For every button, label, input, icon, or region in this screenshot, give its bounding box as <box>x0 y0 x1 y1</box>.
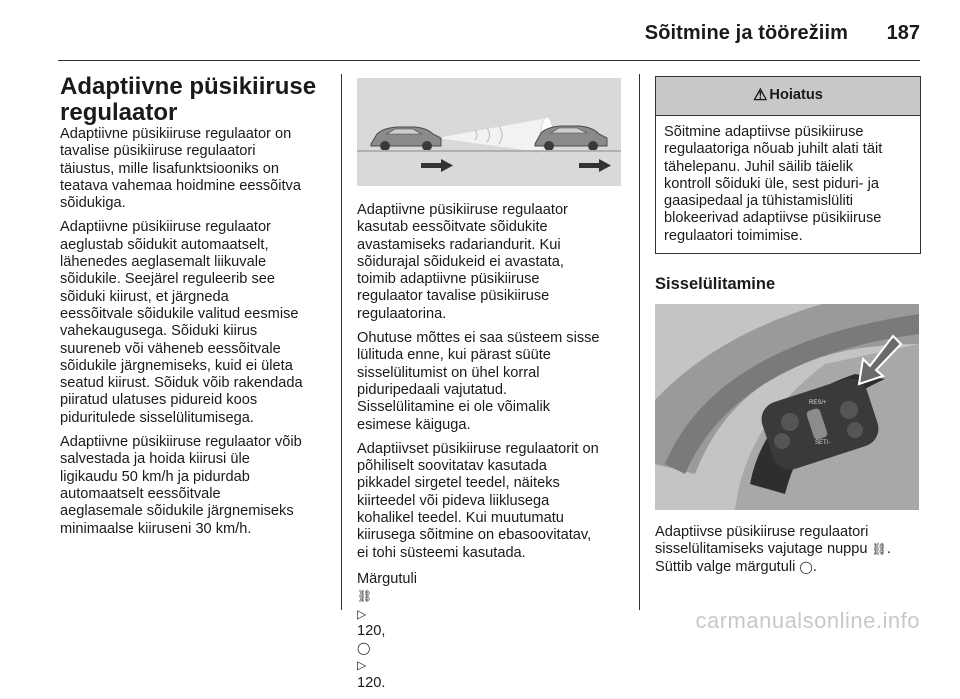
caption-line: Süttib valge märgutuli <box>655 558 796 575</box>
warning-text: Sõitmine adaptiivse püsikiiruse regulaatoriga nõuab juhilt alati täit tähelepanu. Juhil säilib täielik kontroll sõiduki üle, sest piduri- ja gaasipedaal ja tühistamislüliti blokeerivad adaptiivse püsikiiruse regulaatori toimimise. <box>664 124 883 244</box>
subsection-title: Sisselülitamine <box>655 275 776 294</box>
section-title: Adaptiivne püsikiiruse regulaator <box>60 73 317 126</box>
header-title: Sõitmine ja töörežiim <box>644 22 848 44</box>
warning-title: Hoiatus <box>769 87 823 104</box>
column-2 <box>357 74 625 699</box>
watermark: carmanualsonline.info <box>695 608 920 633</box>
caption-line: sisselülitamiseks vajutage nuppu <box>655 541 868 558</box>
car-front-icon: ⛓ <box>357 589 373 604</box>
warning-triangle-icon: ⚠ <box>753 87 768 105</box>
caption-line: Adaptiivse püsikiiruse regulaatori <box>655 524 869 541</box>
radar-illustration <box>357 78 621 186</box>
steering-wheel-photo <box>655 304 919 510</box>
paragraph: Adaptiivne püsikiiruse regulaator võib salvestada ja hoida kiirusi üle ligikaudu 50 km/h ja pidurdab automaatselt eessõitvale aeglasemale sõidukile järgnemiseks minimaalse kiiruseni 30 km/h. <box>60 434 302 537</box>
header-rule <box>58 60 920 61</box>
column-divider-2 <box>639 74 640 610</box>
small-arrow-right-icon: ▷ <box>357 606 367 621</box>
column-3 <box>655 74 923 576</box>
paragraph: Adaptiivne püsikiiruse regulaator on tavalise püsikiiruse regulaatori täiustus, mille lisafunktsiooniks on teatava vahemaa hoidmine eessõitva sõidukiga. <box>60 126 301 212</box>
column-divider-1 <box>341 74 342 610</box>
set-label: SET/- <box>815 440 831 447</box>
indicator-label: Märgutuli <box>357 570 418 587</box>
small-arrow-right-icon: ▷ <box>357 658 367 673</box>
paragraph: Adaptiivne püsikiiruse regulaator kasutab eessõitvate sõidukite avastamiseks radariandurit. Kui sõidurajal sõidukeid ei avastata, toimib adaptiivne püsikiiruse regulaator tavalise püsikiiruse regulaatorina. <box>357 202 568 322</box>
indicator-reference <box>357 571 625 692</box>
warning-body <box>656 116 920 253</box>
warning-box <box>655 76 921 254</box>
paragraph: Ohutuse mõttes ei saa süsteem sisse lülituda enne, kui pärast süüte sisselülitumist on ühel korral piduripedaali vajutatud. Sisselülitamine ei ole võimalik esimese käiguga. <box>357 330 600 433</box>
cruise-control-icon: ◯ <box>799 559 813 574</box>
page-number: 187 <box>886 22 920 44</box>
car-front-icon: ⛓ <box>871 542 887 557</box>
caption: Adaptiivse püsikiiruse regulaatori sisselülitamiseks vajutage nuppu ⛓. Süttib valge märgutuli ◯. <box>655 524 891 575</box>
steering-wheel-illustration <box>655 304 919 510</box>
page-header <box>0 0 960 62</box>
cruise-control-icon: ◯ <box>357 641 371 656</box>
page-reference-link[interactable]: 120. <box>357 674 386 691</box>
paragraph: Adaptiivset püsikiiruse regulaatorit on põhiliselt soovitatav kasutada pikkadel sirgetel teedel, näiteks kiirteedel või pideva liiklusega kohalikel teedel. Kui muutumatu kiirusega sõitmine on ebasoovitatav, ei tohi süsteemi kasutada. <box>357 440 599 561</box>
res-label: RES/+ <box>809 400 827 407</box>
radar-diagram <box>357 78 621 186</box>
paragraph: Adaptiivne püsikiiruse regulaator aeglustab sõidukit automaatselt, lähenedes aeglasemalt liikuvale sõidukile. Seejärel reguleerib see sõiduki kiirust, et järgneda eessõitvale sõidukile valitud eesmise vahekaugusega. Sõiduki kiirus suureneb või väheneb eessõitvale sõidukile järgnemiseks, kuid ei ületa seatud kiirust. Sõiduk võib rakendada piiratud ulatuses pidureid koos piduritulede sisselülitumisega. <box>60 219 303 426</box>
warning-header <box>656 77 920 116</box>
page-reference-link[interactable]: 120, <box>357 622 386 639</box>
column-1 <box>60 74 330 545</box>
